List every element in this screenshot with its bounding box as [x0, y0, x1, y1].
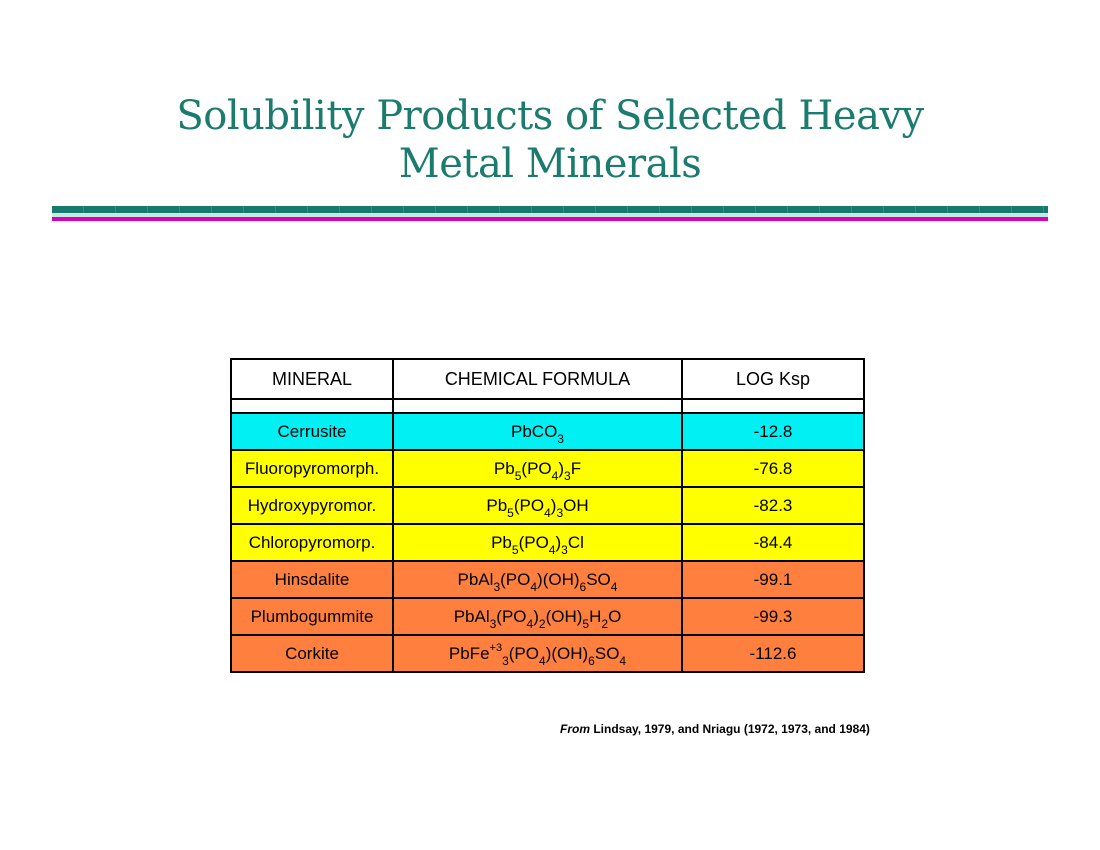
mineral-cell: Hinsdalite: [231, 561, 393, 598]
formula-cell: [393, 450, 682, 487]
formula-text: (OH): [545, 606, 583, 626]
formula-text: PbAl: [453, 606, 490, 626]
table-row: [231, 413, 864, 450]
formula-subscript: 6: [579, 579, 587, 594]
chemical-formula: [453, 606, 622, 631]
source-prefix: From: [560, 722, 590, 736]
formula-text: (PO: [500, 569, 531, 589]
mineral-cell: Plumbogummite: [231, 598, 393, 635]
log-ksp-cell: -84.4: [682, 524, 864, 561]
table-row: [231, 561, 864, 598]
chemical-formula: [457, 569, 618, 594]
log-ksp-cell: -76.8: [682, 450, 864, 487]
spacer-cell: [393, 399, 682, 413]
formula-subscript: 3: [564, 468, 571, 483]
chemical-formula: [491, 532, 584, 557]
table-row: [231, 487, 864, 524]
formula-text: PbFe: [448, 643, 490, 663]
formula-text: F: [570, 458, 582, 478]
formula-text: Pb: [491, 532, 512, 552]
formula-cell: [393, 413, 682, 450]
log-ksp-cell: -99.3: [682, 598, 864, 635]
chemical-formula: [448, 641, 627, 668]
spacer-cell: [682, 399, 864, 413]
source-citation: [560, 722, 960, 736]
formula-subscript: 4: [544, 505, 551, 520]
formula-subscript: 4: [610, 579, 618, 594]
formula-superscript: +3: [489, 641, 503, 654]
formula-text: )(OH): [537, 569, 580, 589]
formula-text: Pb: [486, 495, 508, 515]
formula-subscript: 4: [619, 653, 627, 668]
formula-text: )(OH): [545, 643, 589, 663]
formula-subscript: 3: [561, 542, 568, 557]
mineral-cell: Cerrusite: [231, 413, 393, 450]
formula-text: O: [608, 606, 622, 626]
formula-cell: [393, 598, 682, 635]
table-spacer-row: [231, 399, 864, 413]
title-divider-teal: [52, 206, 1048, 213]
formula-subscript: 4: [530, 579, 538, 594]
log-ksp-cell: -82.3: [682, 487, 864, 524]
formula-subscript: 5: [582, 616, 590, 631]
formula-text: PbCO: [511, 421, 558, 441]
formula-text: ): [550, 495, 557, 515]
chemical-formula: [486, 495, 589, 520]
formula-text: H: [589, 606, 602, 626]
chemical-formula: [493, 458, 582, 483]
mineral-cell: Fluoropyromorph.: [231, 450, 393, 487]
formula-text: Pb: [493, 458, 515, 478]
log-ksp-cell: -99.1: [682, 561, 864, 598]
formula-subscript: 4: [548, 542, 556, 557]
formula-subscript: 3: [489, 616, 497, 631]
formula-text: Cl: [567, 532, 584, 552]
formula-subscript: 3: [493, 579, 501, 594]
formula-subscript: 2: [538, 616, 546, 631]
solubility-table: [230, 358, 865, 673]
title-divider-magenta: [52, 217, 1048, 221]
formula-text: (PO: [508, 643, 539, 663]
formula-subscript: 4: [539, 653, 546, 668]
formula-text: ): [555, 532, 562, 552]
table-row: [231, 450, 864, 487]
slide-title: [0, 92, 1100, 188]
spacer-cell: [231, 399, 393, 413]
formula-subscript: 3: [556, 505, 564, 520]
formula-cell: [393, 635, 682, 672]
formula-subscript: 5: [511, 542, 519, 557]
mineral-cell: Hydroxypyromor.: [231, 487, 393, 524]
formula-subscript: 4: [526, 616, 534, 631]
formula-subscript: 2: [601, 616, 609, 631]
formula-text: (PO: [518, 532, 549, 552]
mineral-cell: Corkite: [231, 635, 393, 672]
formula-subscript: 6: [588, 653, 595, 668]
formula-text: PbAl: [457, 569, 494, 589]
table-header-row: [231, 359, 864, 399]
table-row: [231, 524, 864, 561]
header-chemical-formula: CHEMICAL FORMULA: [393, 359, 682, 399]
formula-cell: [393, 487, 682, 524]
chemical-formula: [511, 421, 564, 446]
slide-title-line-2: Metal Minerals: [398, 141, 702, 187]
formula-text: ): [558, 458, 564, 478]
log-ksp-cell: -112.6: [682, 635, 864, 672]
formula-text: SO: [586, 569, 611, 589]
header-mineral: MINERAL: [231, 359, 393, 399]
formula-subscript: 3: [502, 653, 509, 668]
formula-text: SO: [594, 643, 620, 663]
formula-text: ): [533, 606, 539, 626]
table-row: [231, 635, 864, 672]
formula-subscript: 5: [514, 468, 522, 483]
slide-title-line-1: Solubility Products of Selected Heavy: [176, 93, 924, 139]
mineral-cell: Chloropyromorp.: [231, 524, 393, 561]
formula-subscript: 4: [551, 468, 559, 483]
formula-subscript: 3: [557, 431, 564, 446]
formula-text: OH: [563, 495, 589, 515]
formula-text: (PO: [496, 606, 527, 626]
table-row: [231, 598, 864, 635]
formula-cell: [393, 524, 682, 561]
formula-subscript: 5: [507, 505, 514, 520]
formula-text: (PO: [521, 458, 552, 478]
formula-text: (PO: [513, 495, 545, 515]
header-log-ksp: LOG Ksp: [682, 359, 864, 399]
formula-cell: [393, 561, 682, 598]
source-text: Lindsay, 1979, and Nriagu (1972, 1973, and 1984): [590, 722, 870, 736]
log-ksp-cell: -12.8: [682, 413, 864, 450]
